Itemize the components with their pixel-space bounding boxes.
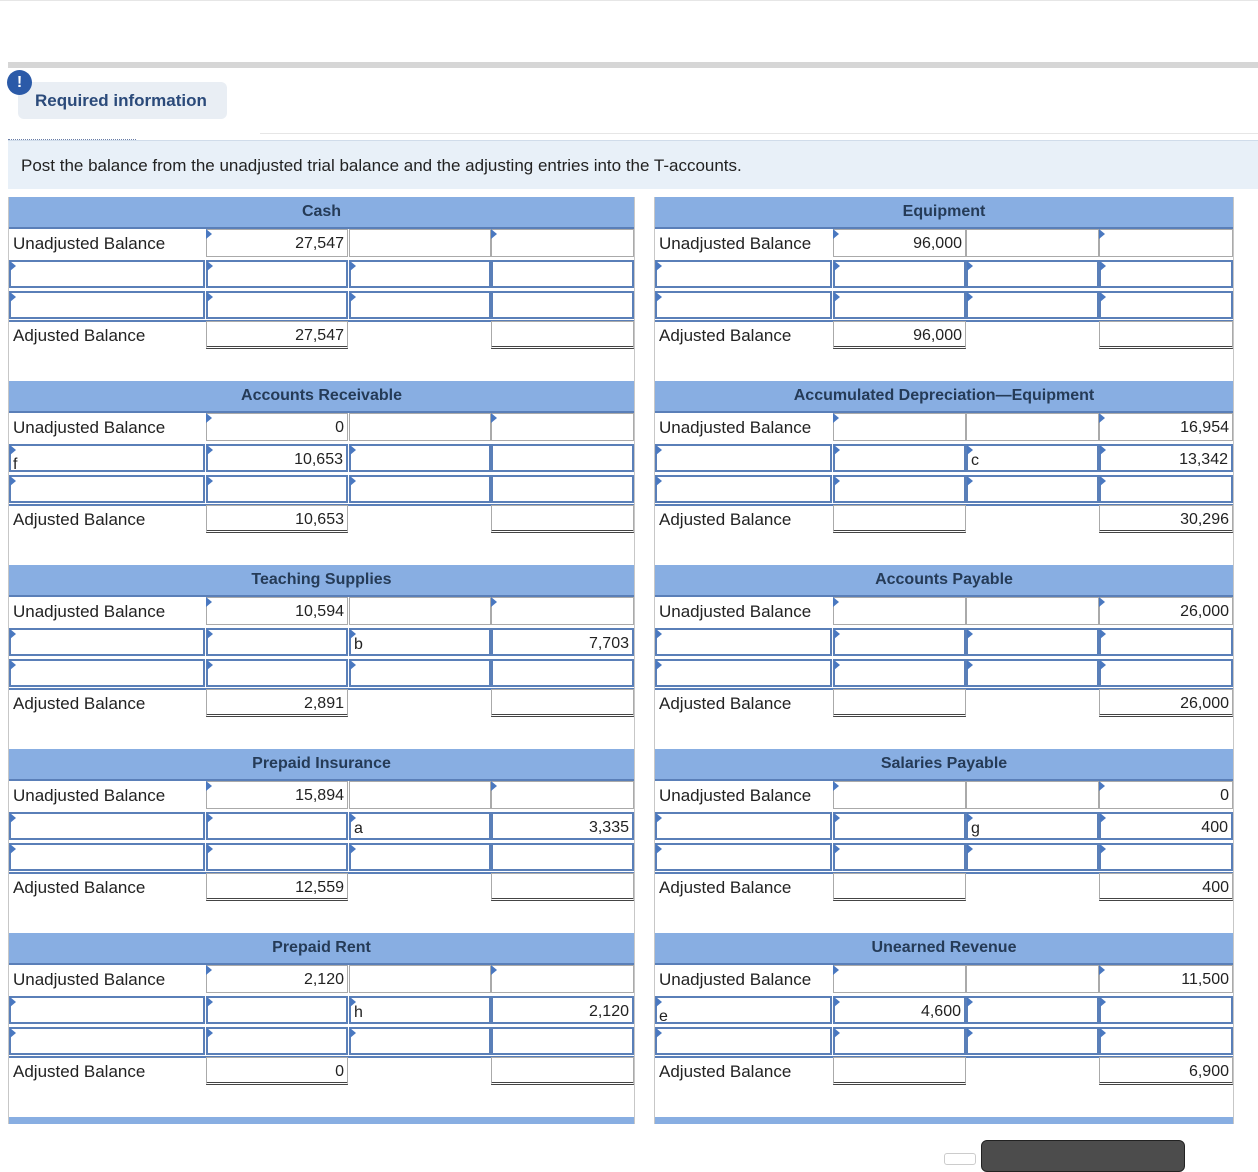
entry-code: c [971,452,979,469]
credit-input[interactable] [1099,659,1233,687]
t-account-teaching-supplies [9,565,634,749]
entry-code-select[interactable] [655,291,832,319]
entry-code-select[interactable] [655,260,832,288]
entry-row [9,290,634,322]
progress-bar [8,62,1258,68]
credit-input[interactable] [491,781,634,809]
entry-row [9,658,634,690]
credit-code-select[interactable] [966,659,1099,687]
credit-code-input[interactable] [966,965,1099,993]
row-label: Unadjusted Balance [659,970,812,989]
credit-input[interactable] [1099,996,1233,1024]
credit-input[interactable] [1099,628,1233,656]
credit-input[interactable] [1099,229,1233,257]
entry-code-select[interactable] [655,444,832,472]
top-divider [0,0,1258,1]
credit-code-input[interactable] [349,229,491,257]
credit-input[interactable] [491,291,634,319]
debit-input[interactable] [833,965,966,993]
entry-code-select[interactable] [9,475,205,503]
entry-code-select[interactable] [655,996,832,1024]
adjusted-row [655,320,1233,350]
t-account-title: Accounts Payable [655,565,1233,597]
panel-bottom-strip [9,1117,634,1124]
unadjusted-row [9,412,634,442]
entry-code: a [354,820,363,837]
debit-input[interactable] [206,291,348,319]
row-label: Adjusted Balance [659,510,792,529]
t-account-title: Unearned Revenue [655,933,1233,965]
debit-input[interactable] [206,812,348,840]
debit-input[interactable] [833,1027,966,1055]
credit-input[interactable] [1099,843,1233,871]
credit-input[interactable]: 7,703 [491,628,634,656]
credit-input[interactable] [1099,291,1233,319]
debit-input[interactable] [833,260,966,288]
adjusted-credit[interactable]: 6,900 [1099,1057,1233,1085]
entry-code-select[interactable] [9,812,205,840]
entry-code-select[interactable] [655,628,832,656]
adjusted-debit[interactable]: 0 [206,1057,348,1085]
adjusted-debit[interactable] [833,1057,966,1085]
adjusted-credit[interactable]: 400 [1099,873,1233,901]
credit-input[interactable] [491,597,634,625]
entry-row [9,474,634,506]
t-account-prepaid-rent [9,933,634,1117]
unadjusted-row [655,964,1233,994]
credit-input[interactable] [491,444,634,472]
debit-input[interactable]: 10,594 [206,597,348,625]
debit-input[interactable] [833,444,966,472]
credit-code-select[interactable] [966,628,1099,656]
row-label: Unadjusted Balance [659,786,812,805]
debit-input[interactable] [833,781,966,809]
t-account-cash [9,197,634,381]
entry-row [655,995,1233,1025]
row-label: Adjusted Balance [13,326,146,345]
unadjusted-row [9,228,634,258]
t-account-title: Prepaid Insurance [9,749,634,781]
entry-row [655,443,1233,473]
row-label: Unadjusted Balance [13,970,166,989]
entry-code: g [971,820,980,837]
credit-input[interactable] [491,260,634,288]
entry-row [655,474,1233,506]
right-t-accounts-panel [654,197,1234,1124]
t-account-accounts-receivable [9,381,634,565]
credit-input[interactable]: 11,500 [1099,965,1233,993]
credit-code-select[interactable] [966,444,1099,472]
row-label: Adjusted Balance [659,1062,792,1081]
entry-code-select[interactable] [9,291,205,319]
credit-code-input[interactable] [349,965,491,993]
t-account-title: Teaching Supplies [9,565,634,597]
adjusted-row [9,504,634,534]
credit-input[interactable] [491,413,634,441]
entry-row [9,811,634,841]
credit-code-input[interactable] [966,413,1099,441]
credit-input[interactable] [491,229,634,257]
row-label: Adjusted Balance [659,694,792,713]
debit-input[interactable] [833,843,966,871]
unadjusted-row [655,228,1233,258]
credit-input[interactable]: 0 [1099,781,1233,809]
credit-input[interactable] [1099,1027,1233,1055]
debit-input[interactable]: 27,547 [206,229,348,257]
debit-input[interactable] [206,843,348,871]
adjusted-credit[interactable] [491,1057,634,1085]
credit-input[interactable]: 13,342 [1099,444,1233,472]
debit-input[interactable]: 2,120 [206,965,348,993]
adjusted-row [9,1056,634,1086]
credit-code-select[interactable] [349,444,491,472]
row-label: Adjusted Balance [13,694,146,713]
adjusted-debit[interactable] [833,505,966,533]
adjusted-row [9,872,634,902]
t-account-title: Accounts Receivable [9,381,634,413]
t-account-title: Equipment [655,197,1233,229]
row-label: Adjusted Balance [13,1062,146,1081]
adjusted-credit[interactable] [491,873,634,901]
debit-input[interactable] [206,996,348,1024]
credit-code-select[interactable] [349,843,491,871]
entry-row [655,1026,1233,1058]
adjusted-row [655,504,1233,534]
credit-code-select[interactable] [349,1027,491,1055]
adjusted-row [9,320,634,350]
unadjusted-row [655,412,1233,442]
entry-row [655,658,1233,690]
unadjusted-row [655,780,1233,810]
credit-code-input[interactable] [966,597,1099,625]
panel-bottom-strip [655,1117,1233,1124]
credit-code-select[interactable] [349,291,491,319]
entry-code-select[interactable] [9,996,205,1024]
entry-row [655,842,1233,874]
entry-code-select[interactable] [9,444,205,472]
credit-input[interactable]: 16,954 [1099,413,1233,441]
credit-code-select[interactable] [966,260,1099,288]
row-label: Unadjusted Balance [659,602,812,621]
adjusted-credit[interactable]: 26,000 [1099,689,1233,717]
credit-code-input[interactable] [966,781,1099,809]
credit-code-select[interactable] [966,1027,1099,1055]
t-account-accounts-payable [655,565,1233,749]
credit-input[interactable]: 2,120 [491,996,634,1024]
prev-button[interactable] [944,1153,976,1165]
t-account-title: Accumulated Depreciation—Equipment [655,381,1233,413]
credit-code-select[interactable] [349,659,491,687]
t-account-title: Salaries Payable [655,749,1233,781]
credit-input[interactable] [1099,260,1233,288]
adjusted-debit[interactable]: 27,547 [206,321,348,349]
required-info-label: Required information [35,91,207,110]
debit-input[interactable]: 0 [206,413,348,441]
entry-code-select[interactable] [9,260,205,288]
debit-input[interactable] [206,475,348,503]
instruction-text: Post the balance from the unadjusted trial balance and the adjusting entries into the T-accounts. [21,156,742,175]
row-label: Unadjusted Balance [659,418,812,437]
unadjusted-row [9,780,634,810]
row-label: Adjusted Balance [13,878,146,897]
alert-icon: ! [7,70,32,95]
adjusted-row [9,688,634,718]
entry-code-select[interactable] [655,475,832,503]
entry-code: f [13,456,18,473]
credit-code-select[interactable] [966,843,1099,871]
entry-row [9,842,634,874]
credit-input[interactable] [491,1027,634,1055]
unadjusted-row [9,596,634,626]
credit-input[interactable] [491,843,634,871]
t-account-title: Cash [9,197,634,229]
entry-row [655,259,1233,289]
debit-input[interactable] [833,475,966,503]
continue-button[interactable] [981,1140,1185,1172]
credit-code-select[interactable] [966,996,1099,1024]
credit-code-select[interactable] [966,475,1099,503]
adjusted-debit[interactable]: 12,559 [206,873,348,901]
entry-row [9,443,634,473]
debit-input[interactable]: 10,653 [206,444,348,472]
row-label: Adjusted Balance [659,878,792,897]
credit-input[interactable]: 26,000 [1099,597,1233,625]
t-account-equipment [655,197,1233,381]
entry-row [9,995,634,1025]
entry-code: h [354,1004,363,1021]
divider [260,133,1258,134]
credit-input[interactable] [1099,475,1233,503]
debit-input[interactable] [833,812,966,840]
credit-code-select[interactable] [349,475,491,503]
adjusted-credit[interactable] [491,505,634,533]
credit-code-select[interactable] [349,260,491,288]
debit-input[interactable] [206,628,348,656]
credit-code-input[interactable] [349,413,491,441]
entry-code: e [659,1008,668,1025]
debit-input[interactable]: 15,894 [206,781,348,809]
row-label: Unadjusted Balance [13,602,166,621]
left-t-accounts-panel [8,197,635,1124]
credit-input[interactable] [491,475,634,503]
credit-input[interactable]: 400 [1099,812,1233,840]
unadjusted-row [9,964,634,994]
debit-input[interactable] [833,291,966,319]
credit-code-select[interactable] [966,812,1099,840]
debit-input[interactable] [206,659,348,687]
debit-input[interactable] [206,260,348,288]
adjusted-credit[interactable] [1099,321,1233,349]
credit-code-input[interactable] [349,781,491,809]
t-account-salaries-payable [655,749,1233,933]
row-label: Adjusted Balance [13,510,146,529]
credit-code-select[interactable] [349,812,491,840]
t-account-unearned-revenue [655,933,1233,1117]
adjusted-debit[interactable]: 10,653 [206,505,348,533]
entry-code-select[interactable] [655,1027,832,1055]
entry-row [655,811,1233,841]
t-account-title: Prepaid Rent [9,933,634,965]
entry-row [9,627,634,657]
adjusted-debit[interactable]: 96,000 [833,321,966,349]
unadjusted-row [655,596,1233,626]
credit-code-select[interactable] [966,291,1099,319]
entry-row [655,627,1233,657]
entry-row [9,1026,634,1058]
entry-code-select[interactable] [9,1027,205,1055]
adjusted-row [655,872,1233,902]
row-label: Unadjusted Balance [659,234,812,253]
credit-code-select[interactable] [349,996,491,1024]
row-label: Unadjusted Balance [13,786,166,805]
debit-input[interactable] [206,1027,348,1055]
adjusted-debit[interactable] [833,689,966,717]
adjusted-credit[interactable]: 30,296 [1099,505,1233,533]
credit-code-input[interactable] [349,597,491,625]
debit-input[interactable] [833,597,966,625]
adjusted-debit[interactable]: 2,891 [206,689,348,717]
credit-input[interactable] [491,965,634,993]
t-account-accumulated-depreciation [655,381,1233,565]
debit-input[interactable] [833,628,966,656]
credit-input[interactable]: 3,335 [491,812,634,840]
credit-code-input[interactable] [966,229,1099,257]
entry-code-select[interactable] [655,659,832,687]
debit-input[interactable]: 4,600 [833,996,966,1024]
entry-code-select[interactable] [9,843,205,871]
adjusted-credit[interactable] [491,321,634,349]
debit-input[interactable] [833,659,966,687]
debit-input[interactable] [833,413,966,441]
t-account-prepaid-insurance [9,749,634,933]
entry-code-select[interactable] [9,628,205,656]
credit-code-select[interactable] [349,628,491,656]
row-label: Unadjusted Balance [13,234,166,253]
credit-input[interactable] [491,659,634,687]
entry-code-select[interactable] [9,659,205,687]
adjusted-row [655,1056,1233,1086]
row-label: Adjusted Balance [659,326,792,345]
required-info-tab[interactable] [18,82,227,119]
entry-code-select[interactable] [655,812,832,840]
adjusted-debit[interactable] [833,873,966,901]
row-label: Unadjusted Balance [13,418,166,437]
entry-code: b [354,636,363,653]
instruction-box [8,140,1258,189]
adjusted-credit[interactable] [491,689,634,717]
entry-row [9,259,634,289]
adjusted-row [655,688,1233,718]
entry-row [655,290,1233,322]
debit-input[interactable]: 96,000 [833,229,966,257]
entry-code-select[interactable] [655,843,832,871]
